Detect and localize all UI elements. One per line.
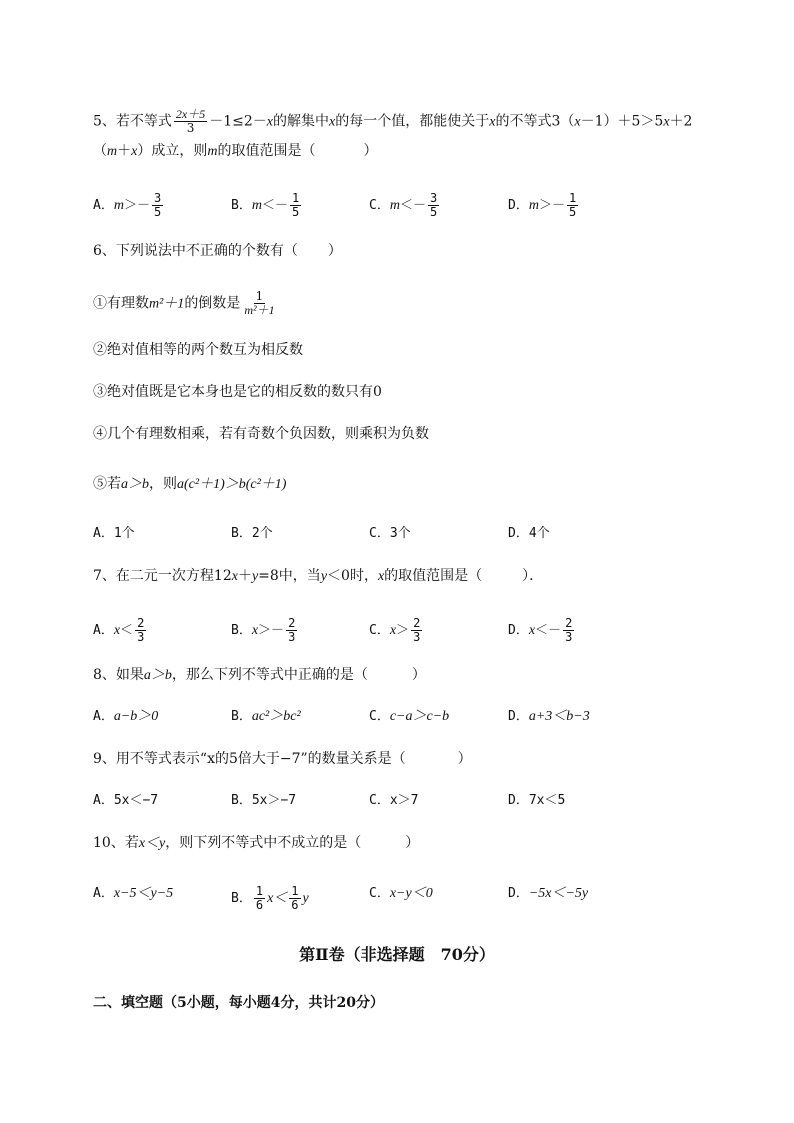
q8-option-b[interactable]: B．ac²＞bc² [231,709,301,724]
q6-option-a[interactable]: A．1个 [93,526,135,541]
q8-stem: 8、如果a＞b，那么下列不等式中正确的是（ ） [93,667,426,683]
q10-option-a[interactable]: A．x−5＜y−5 [93,886,174,901]
q5-option-b[interactable]: B．m＜－ $\frac{1}{5}$ [231,191,300,219]
q7-option-a[interactable]: A．x＜ $\frac{2}{3}$ [93,616,145,644]
q5-line2: （m＋x）成立，则m的取值范围是（ ） [93,143,378,159]
q10-option-b[interactable]: B． $\frac{1}{6}$ x＜ $\frac{1}{6}$ y [231,884,309,912]
q6-option-c[interactable]: C．3个 [369,526,411,541]
q7-stem: 7、在二元一次方程12x＋y=8中，当y＜0时，x的取值范围是（ ）． [93,568,544,584]
q6-stem: 6、下列说法中不正确的个数有（ ） [93,243,342,259]
section-fill-in-blank-heading: 二、填空题（5小题，每小题4分，共计20分） [93,995,384,1011]
q7-option-c[interactable]: C．x＞ $\frac{2}{3}$ [369,616,421,644]
q5-fraction: $\frac{2x+5}{3}$ [175,107,206,135]
q6-statement-1: ①有理数m²＋1的倒数是 $\frac{1}{\text{m²＋1}}$ [93,289,275,317]
q9-option-b[interactable]: B．5x＞−7 [231,793,297,808]
q8-option-d[interactable]: D．a+3＜b−3 [508,709,590,724]
q10-stem: 10、若x＜y，则下列不等式中不成立的是（ ） [93,835,420,851]
q9-option-a[interactable]: A．5x＜−7 [93,793,159,808]
q6-option-b[interactable]: B．2个 [231,526,273,541]
q7-option-b[interactable]: B．x＞－ $\frac{2}{3}$ [231,616,296,644]
q8-option-c[interactable]: C．c−a＞c−b [369,709,450,724]
q10-option-c[interactable]: C．x−y＜0 [369,886,433,901]
q6-statement-4: ④几个有理数相乘，若有奇数个负因数，则乘积为负数 [93,426,429,442]
q10-option-d[interactable]: D．−5x＜−5y [508,886,589,901]
q6-statement-5: ⑤若a＞b，则a(c²＋1)＞b(c²＋1) [93,476,287,492]
q6-statement-3: ③绝对值既是它本身也是它的相反数的数只有0 [93,384,382,400]
q9-option-c[interactable]: C．x＞7 [369,793,419,808]
q9-stem: 9、用不等式表示“x的5倍大于−7”的数量关系是（ ） [93,751,472,767]
q5-option-a[interactable]: A．m＞－ $\frac{3}{5}$ [93,191,162,219]
q8-option-a[interactable]: A．a−b＞0 [93,709,159,724]
part2-title: 第Ⅱ卷（非选择题 70分） [299,945,495,964]
q5-option-d[interactable]: D．m＞－ $\frac{1}{5}$ [508,191,577,219]
q7-option-d[interactable]: D．x＜－ $\frac{2}{3}$ [508,616,573,644]
q6-option-d[interactable]: D．4个 [508,526,550,541]
q5-line1: 5、若不等式 $\frac{2x+5}{3}$ －1≤2－x的解集中x的每一个值，都能使关于x的不等式3（x－1）＋5＞5x＋2 [93,107,693,135]
q9-option-d[interactable]: D．7x＜5 [508,793,566,808]
q5-option-c[interactable]: C．m＜－ $\frac{3}{5}$ [369,191,438,219]
q6-statement-2: ②绝对值相等的两个数互为相反数 [93,342,303,358]
